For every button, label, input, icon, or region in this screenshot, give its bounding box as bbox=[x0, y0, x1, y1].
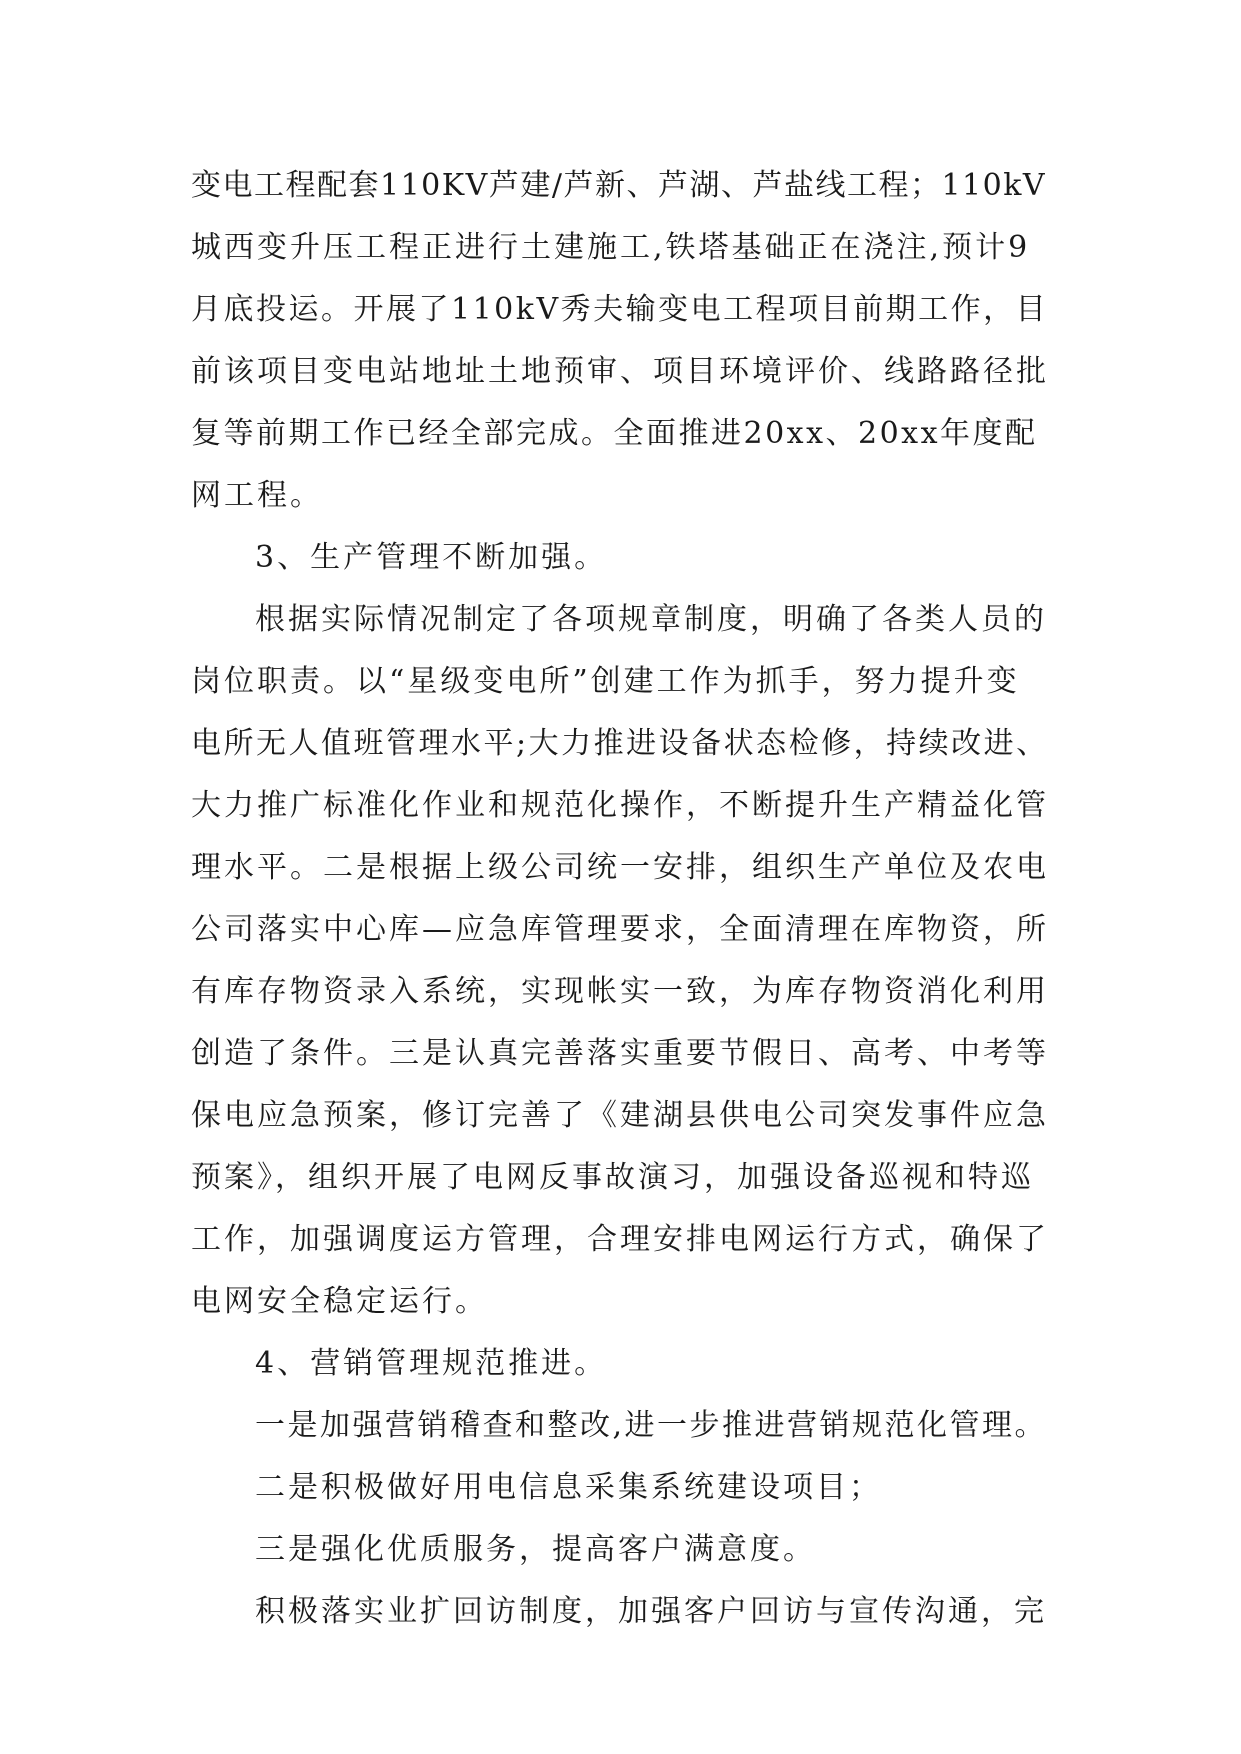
text-line: 理水平。二是根据上级公司统一安排，组织生产单位及农电 bbox=[191, 850, 1049, 885]
text-line: 网工程。 bbox=[191, 478, 323, 513]
text-line: 三是强化优质服务，提高客户满意度。 bbox=[255, 1532, 816, 1567]
text-line: 有库存物资录入系统，实现帐实一致，为库存物资消化利用 bbox=[191, 974, 1049, 1009]
text-line: 复等前期工作已经全部完成。全面推进20xx、20xx年度配 bbox=[191, 416, 1038, 451]
text-line: 电网安全稳定运行。 bbox=[191, 1284, 488, 1319]
text-line: 预案》，组织开展了电网反事故演习，加强设备巡视和特巡 bbox=[191, 1160, 1034, 1195]
section-heading: 4、营销管理规范推进。 bbox=[255, 1346, 608, 1381]
text-line: 变电工程配套110KV芦建/芦新、芦湖、芦盐线工程；110kV bbox=[191, 168, 1047, 203]
document-body bbox=[191, 155, 1049, 1643]
text-line: 创造了条件。三是认真完善落实重要节假日、高考、中考等 bbox=[191, 1036, 1049, 1071]
text-line: 月底投运。开展了110kV秀夫输变电工程项目前期工作，目 bbox=[191, 292, 1049, 327]
text-line: 前该项目变电站地址土地预审、项目环境评价、线路路径批 bbox=[191, 354, 1049, 389]
text-line: 电所无人值班管理水平;大力推进设备状态检修，持续改进、 bbox=[191, 726, 1049, 761]
section-heading: 3、生产管理不断加强。 bbox=[255, 540, 608, 575]
text-line: 积极落实业扩回访制度，加强客户回访与宣传沟通，完 bbox=[255, 1594, 1047, 1629]
text-line: 根据实际情况制定了各项规章制度，明确了各类人员的 bbox=[255, 602, 1047, 637]
text-line: 岗位职责。以“星级变电所”创建工作为抓手，努力提升变 bbox=[191, 664, 1020, 699]
text-line: 大力推广标准化作业和规范化操作，不断提升生产精益化管 bbox=[191, 788, 1049, 823]
text-line: 工作，加强调度运方管理，合理安排电网运行方式，确保了 bbox=[191, 1222, 1049, 1257]
text-line: 保电应急预案，修订完善了《建湖县供电公司突发事件应急 bbox=[191, 1098, 1049, 1133]
text-line: 公司落实中心库—应急库管理要求，全面清理在库物资，所 bbox=[191, 912, 1049, 947]
text-line: 城西变升压工程正进行土建施工,铁塔基础正在浇注,预计9 bbox=[191, 230, 1031, 265]
text-line: 一是加强营销稽查和整改,进一步推进营销规范化管理。 bbox=[255, 1408, 1048, 1443]
text-line: 二是积极做好用电信息采集系统建设项目； bbox=[255, 1470, 882, 1505]
